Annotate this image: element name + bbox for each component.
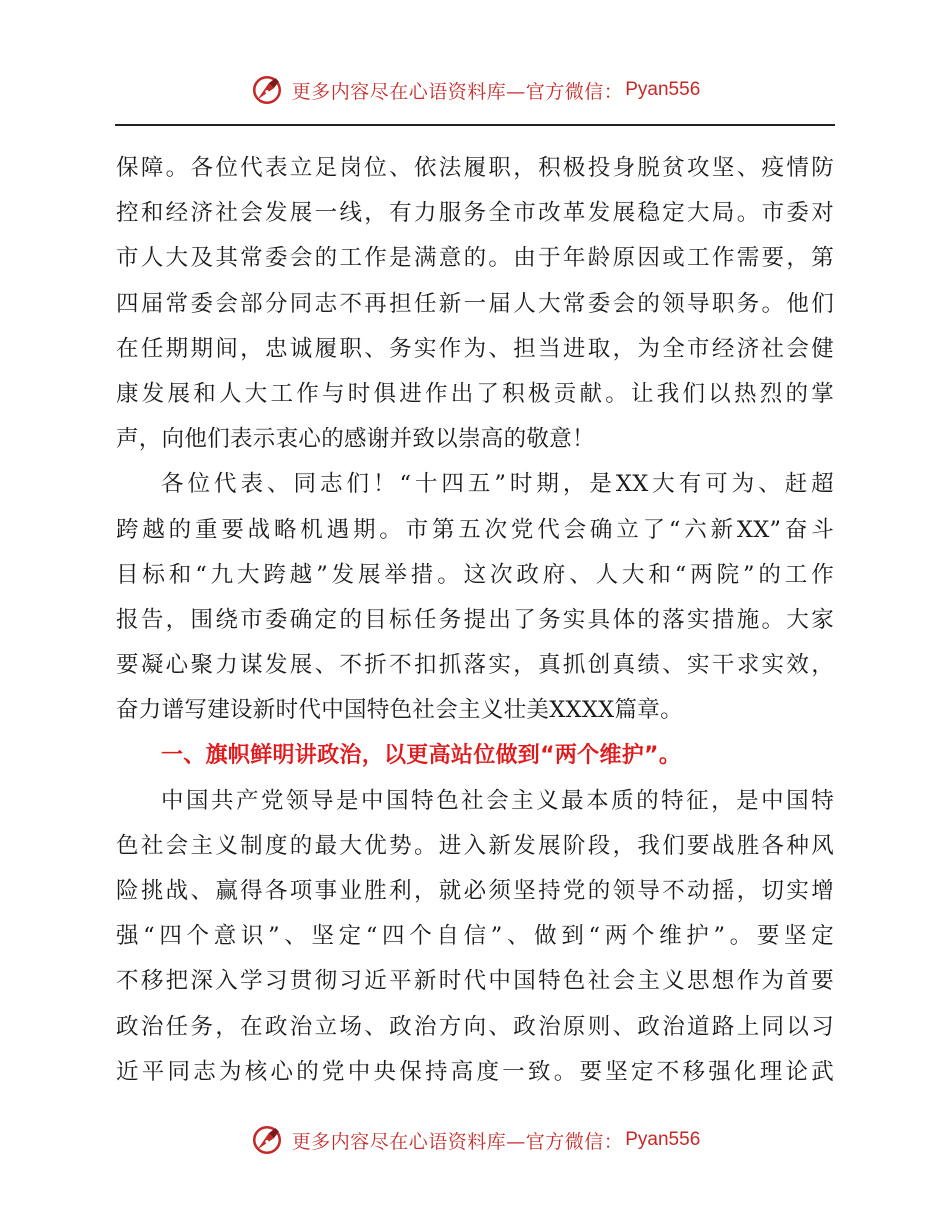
- body-line: 跨越的重要战略机遇期。市第五次党代会确立了“六新XX”奋斗: [116, 516, 834, 543]
- body-line: 声，向他们表示衷心的感谢并致以崇高的敬意！: [116, 426, 595, 453]
- header-wechat-id: Pyan556: [625, 79, 701, 100]
- body-line: 近平同志为核心的党中央保持高度一致。要坚定不移强化理论武: [116, 1058, 834, 1085]
- footer-banner: [0, 1120, 950, 1160]
- footer-wechat-id: Pyan556: [625, 1129, 701, 1150]
- body-line: 不移把深入学习贯彻习近平新时代中国特色社会主义思想作为首要: [116, 968, 834, 995]
- paragraph-start-line: 中国共产党领导是中国特色社会主义最本质的特征，是中国特: [161, 787, 834, 814]
- pen-nib-logo-icon: [250, 73, 284, 107]
- body-line: 色社会主义制度的最大优势。进入新发展阶段，我们要战胜各种风: [116, 832, 834, 859]
- body-line: 奋力谱写建设新时代中国特色社会主义壮美XXXX篇章。: [116, 697, 683, 724]
- body-line: 康发展和人大工作与时俱进作出了积极贡献。让我们以热烈的掌: [116, 380, 834, 407]
- header-banner-text: 更多内容尽在心语资料库—官方微信：: [291, 80, 624, 103]
- body-line: 在任期期间，忠诚履职、务实作为、担当进取，为全市经济社会健: [116, 335, 834, 362]
- body-line: 强“四个意识”、坚定“四个自信”、做到“两个维护”。要坚定: [116, 923, 834, 950]
- header-divider: [115, 124, 835, 126]
- body-line: 四届常委会部分同志不再担任新一届人大常委会的领导职务。他们: [116, 290, 834, 317]
- document-body: [116, 146, 834, 1095]
- pen-nib-logo-icon: [250, 1123, 284, 1157]
- body-line: 市人大及其常委会的工作是满意的。由于年龄原因或工作需要，第: [116, 245, 834, 272]
- body-line: 要凝心聚力谋发展、不折不扣抓落实，真抓创真绩、实干求实效，: [116, 652, 834, 679]
- body-line: 政治任务，在政治立场、政治方向、政治原则、政治道路上同以习: [116, 1013, 834, 1040]
- paragraph-start-line: 各位代表、同志们！“十四五”时期，是XX大有可为、赶超: [161, 471, 834, 498]
- footer-banner-text: 更多内容尽在心语资料库—官方微信：: [291, 1130, 624, 1153]
- section-heading: 一、旗帜鲜明讲政治，以更高站位做到“两个维护”。: [161, 743, 682, 769]
- body-line: 控和经济社会发展一线，有力服务全市改革发展稳定大局。市委对: [116, 200, 834, 227]
- body-line: 目标和“九大跨越”发展举措。这次政府、人大和“两院”的工作: [116, 561, 834, 588]
- body-line: 险挑战、赢得各项事业胜利，就必须坚持党的领导不动摇，切实增: [116, 878, 834, 904]
- body-line: 报告，围绕市委确定的目标任务提出了务实具体的落实措施。大家: [116, 606, 834, 633]
- header-banner: [0, 70, 950, 110]
- body-line: 保障。各位代表立足岗位、依法履职，积极投身脱贫攻坚、疫情防: [116, 155, 834, 181]
